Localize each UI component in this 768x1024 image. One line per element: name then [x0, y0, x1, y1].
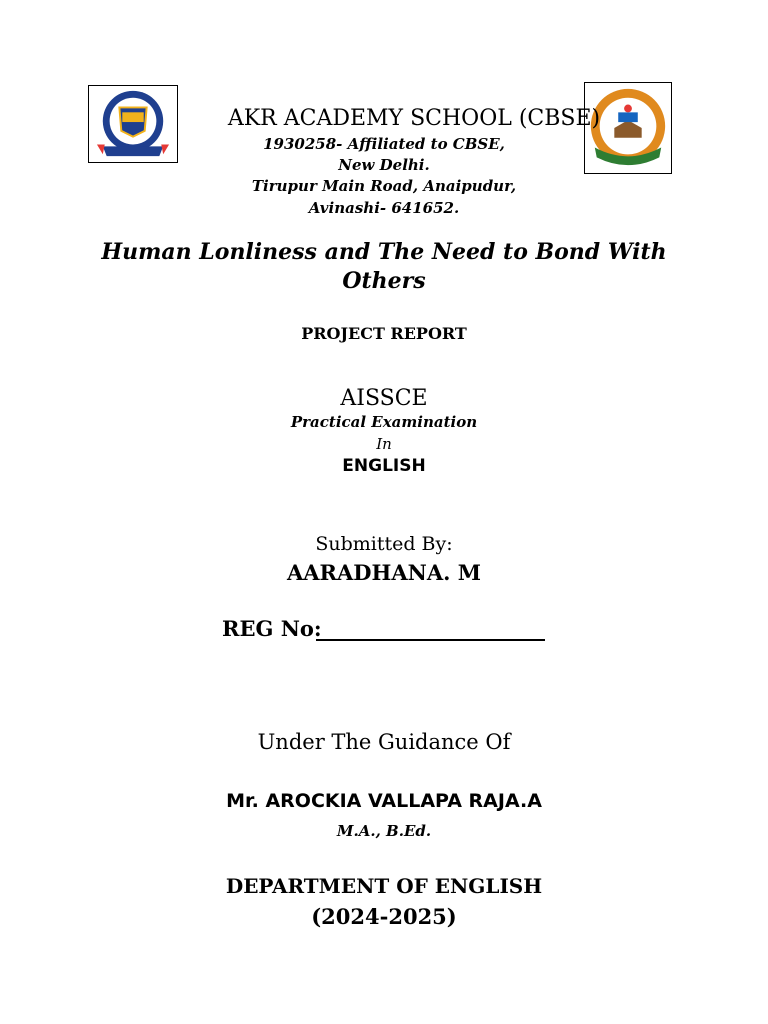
subject: ENGLISH	[342, 456, 426, 476]
exam-name: AISSCE	[340, 386, 428, 411]
department-label: DEPARTMENT OF ENGLISH	[225, 874, 543, 898]
guide-name: Mr. AROCKIA VALLAPA RAJA.A	[226, 790, 542, 812]
guidance-label: Under The Guidance Of	[257, 730, 511, 754]
guide-qualifications: M.A., B.Ed.	[336, 822, 432, 840]
school-address-line: Avinashi- 641652.	[308, 199, 460, 217]
exam-type: Practical Examination	[290, 413, 478, 431]
project-title-line2: Others	[342, 268, 426, 294]
school-address-line: New Delhi.	[338, 156, 430, 174]
in-word: In	[376, 435, 392, 453]
academic-years: (2024-2025)	[311, 904, 457, 929]
reg-label: REG No:	[222, 616, 322, 641]
report-label: PROJECT REPORT	[301, 324, 467, 343]
school-address-line: Tirupur Main Road, Anaipudur,	[251, 177, 517, 195]
submitted-by-label: Submitted By:	[315, 533, 453, 555]
student-name: AARADHANA. M	[286, 560, 482, 585]
school-address-line: 1930258- Affiliated to CBSE,	[263, 135, 505, 153]
school-name: AKR ACADEMY SCHOOL (CBSE)	[227, 106, 601, 131]
project-title-line1: Human Lonliness and The Need to Bond With	[101, 239, 667, 265]
reg-number-blank-line	[316, 639, 545, 641]
